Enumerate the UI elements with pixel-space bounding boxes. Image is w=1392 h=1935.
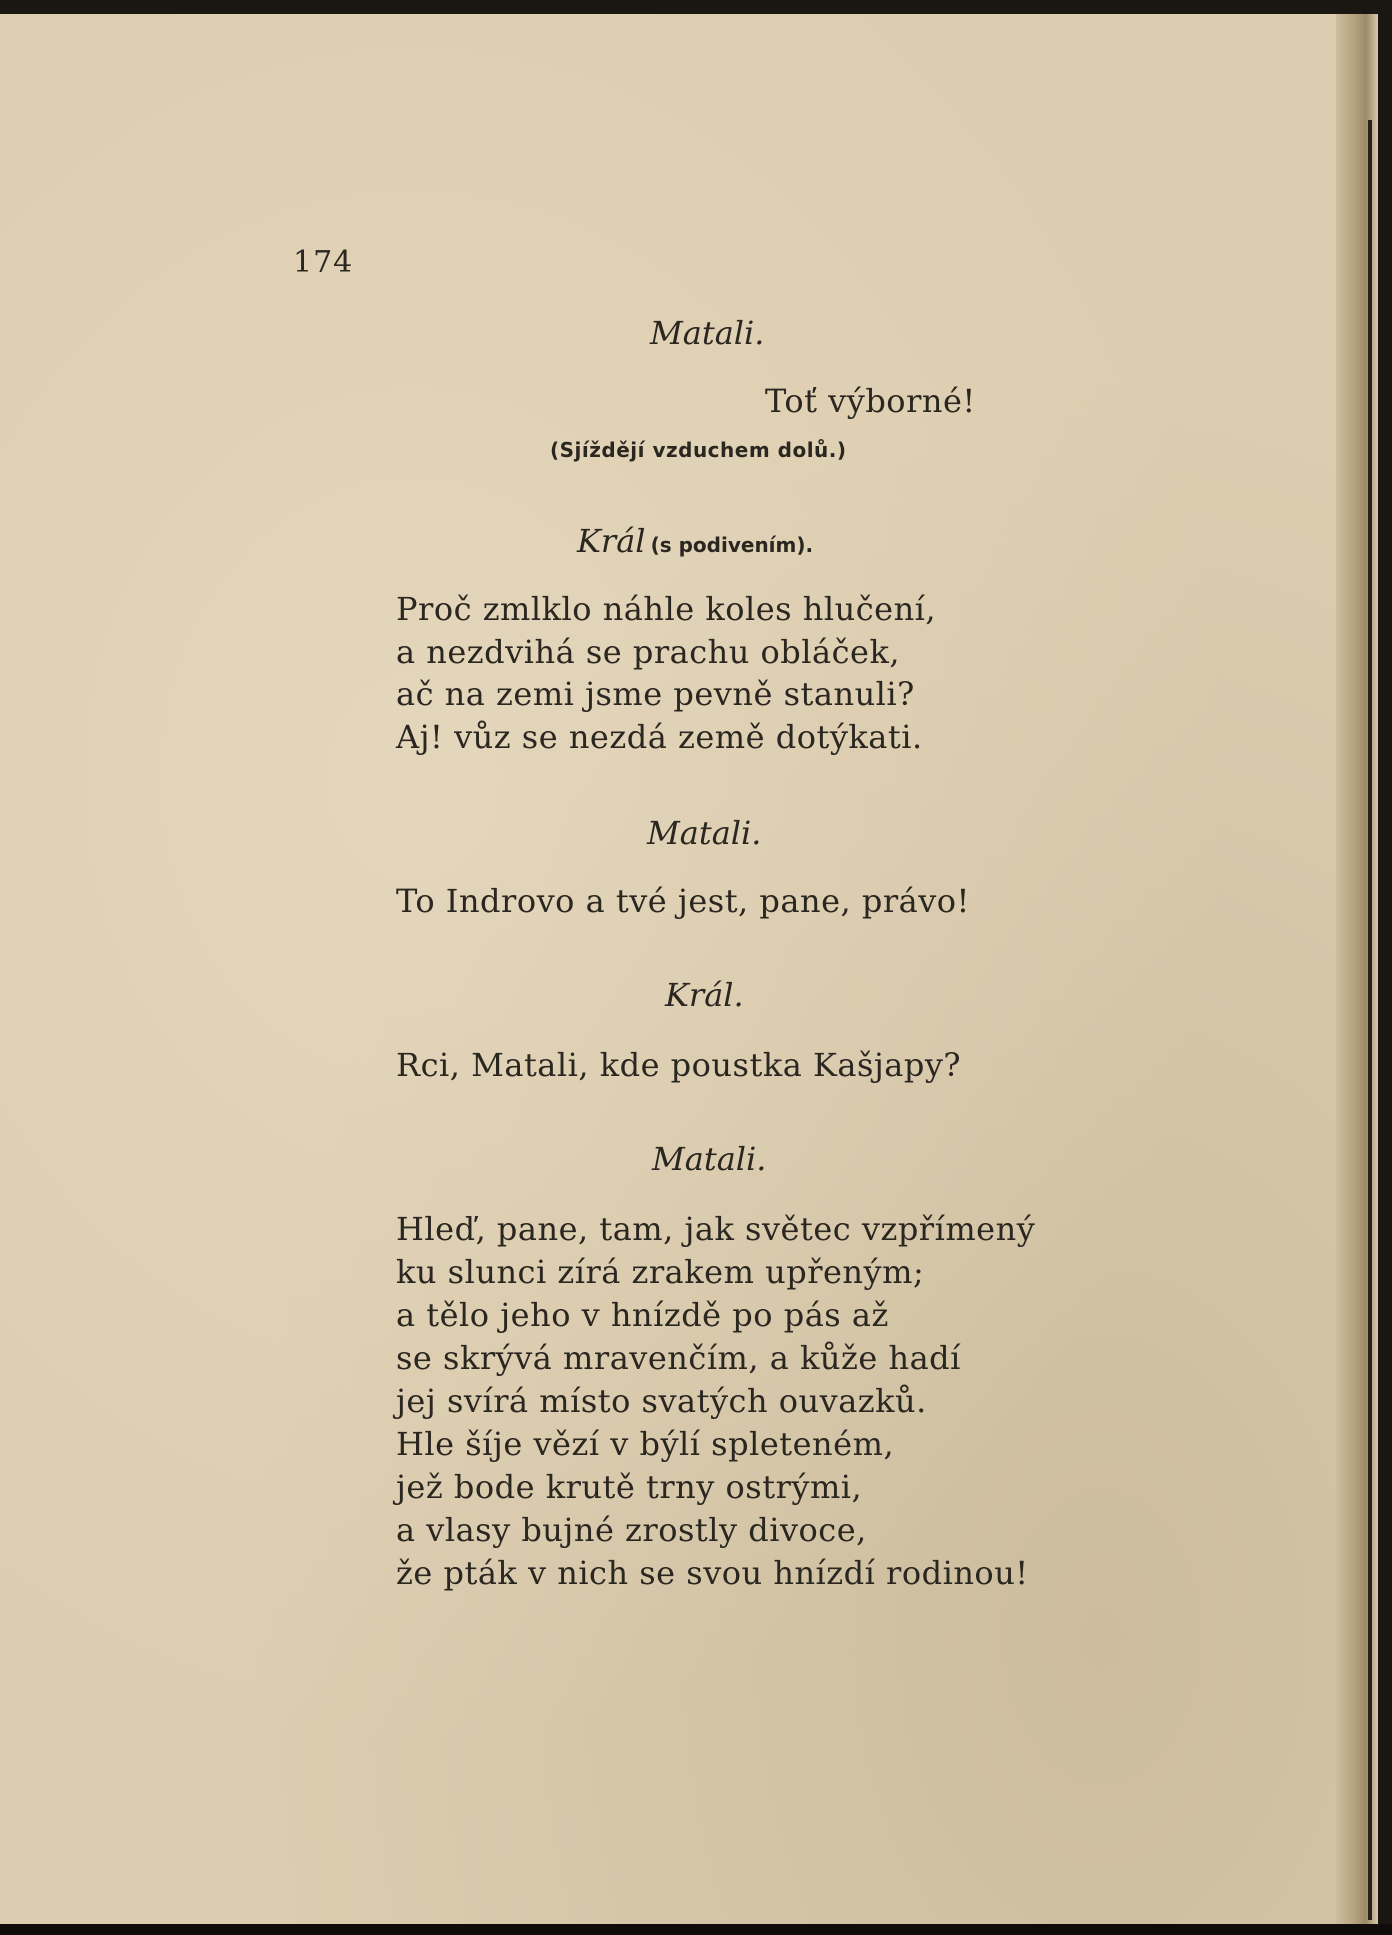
verse-line: jej svírá místo svatých ouvazků.	[396, 1382, 927, 1420]
page-number: 174	[293, 245, 354, 280]
speaker-kral-1	[577, 522, 813, 560]
verse-kral	[396, 588, 936, 758]
verse-matali	[396, 1208, 1035, 1595]
speaker-matali-1: Matali.	[650, 314, 765, 352]
line-rci-matali: Rci, Matali, kde poustka Kašjapy?	[396, 1046, 962, 1084]
line-indrovo: To Indrovo a tvé jest, pane, právo!	[396, 882, 970, 920]
stage-direction: (Sjíždějí vzduchem dolů.)	[550, 438, 847, 462]
speaker-kral-note: (s podivením).	[650, 533, 814, 557]
verse-line: Hle šíje vězí v býlí spleteném,	[396, 1425, 895, 1463]
line-tot-vyborne: Toť výborné!	[765, 382, 976, 420]
verse-line: a nezdvihá se prachu obláček,	[396, 632, 900, 671]
verse-line: Proč zmlklo náhle koles hlučení,	[396, 590, 937, 628]
verse-line: se skrývá mravenčím, a kůže hadí	[396, 1339, 961, 1377]
speaker-kral-2: Král.	[665, 976, 744, 1014]
speaker-kral-name: Král	[577, 522, 646, 560]
speaker-matali-2: Matali.	[647, 814, 762, 852]
verse-line: ku slunci zírá zrakem upřeným;	[396, 1253, 925, 1291]
verse-line: jež bode krutě trny ostrými,	[396, 1468, 863, 1506]
verse-line: a vlasy bujné zrostly divoce,	[396, 1511, 867, 1549]
verse-line: Aj! vůz se nezdá země dotýkati.	[396, 717, 923, 756]
verse-line: že pták v nich se svou hnízdí rodinou!	[396, 1554, 1029, 1592]
speaker-matali-3: Matali.	[652, 1140, 767, 1178]
verse-line: Hleď, pane, tam, jak světec vzpřímený	[396, 1210, 1036, 1248]
verse-line: a tělo jeho v hnízdě po pás až	[396, 1296, 889, 1334]
verse-line: ač na zemi jsme pevně stanuli?	[396, 675, 915, 713]
